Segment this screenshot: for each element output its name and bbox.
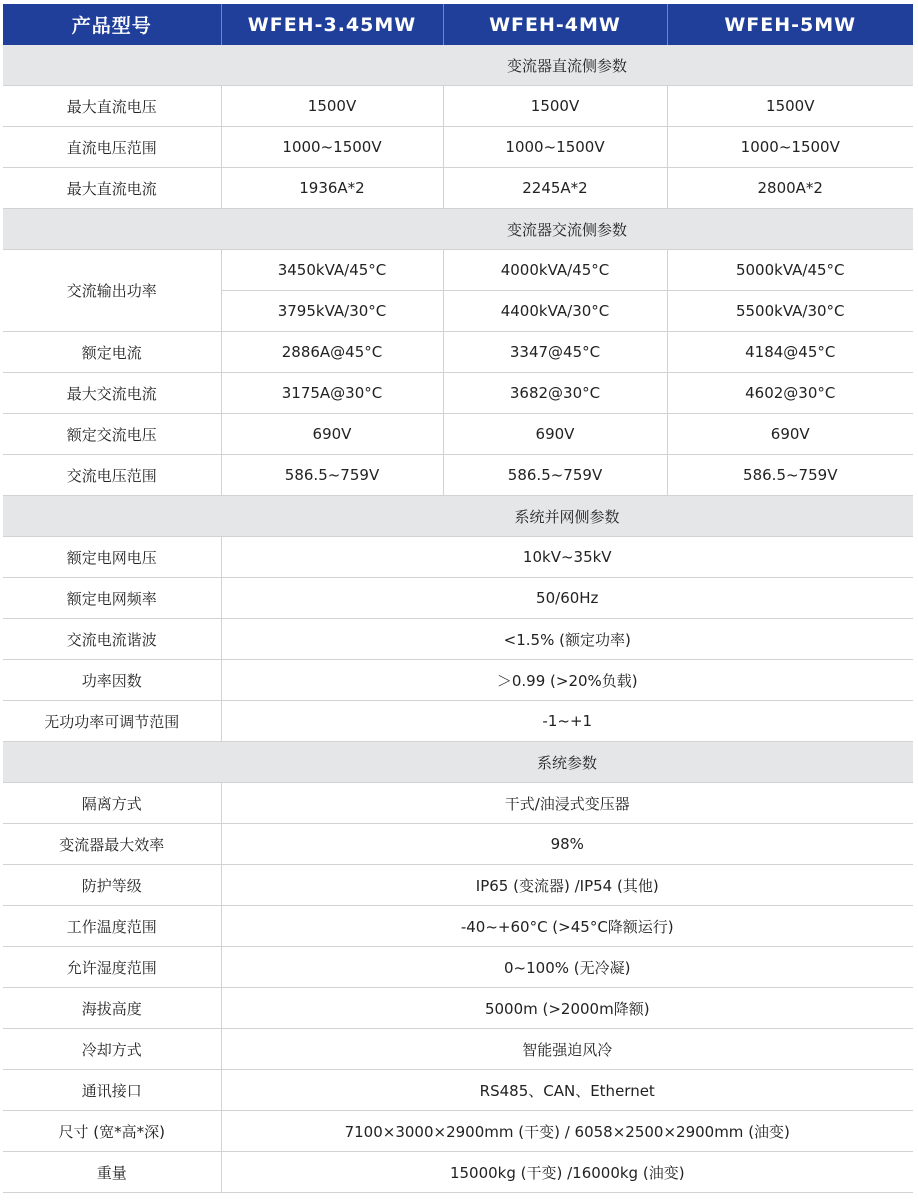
table-row: [3, 537, 913, 578]
header-row: [3, 4, 913, 45]
cell-value: 4184@45°C: [667, 332, 913, 373]
cell-value: 7100×3000×2900mm (干变) / 6058×2500×2900mm (油变): [221, 1111, 913, 1152]
row-label: 功率因数: [3, 660, 221, 701]
cell-value: IP65 (变流器) /IP54 (其他): [221, 865, 913, 906]
model-header: WFEH-4MW: [443, 4, 667, 45]
table-row: [3, 455, 913, 496]
row-label: 额定电网电压: [3, 537, 221, 578]
table-row: [3, 906, 913, 947]
section-header: [3, 209, 913, 250]
cell-value: 10kV~35kV: [221, 537, 913, 578]
cell-value: 1000~1500V: [667, 127, 913, 168]
row-label: 通讯接口: [3, 1070, 221, 1111]
row-label: 变流器最大效率: [3, 824, 221, 865]
model-header: WFEH-3.45MW: [221, 4, 443, 45]
row-label: 额定电流: [3, 332, 221, 373]
cell-value: 0~100% (无冷凝): [221, 947, 913, 988]
cell-value: 690V: [221, 414, 443, 455]
header-label: 产品型号: [3, 4, 221, 45]
spec-table: [3, 4, 913, 1193]
section-title: 系统并网侧参数: [221, 496, 913, 537]
table-row: [3, 783, 913, 824]
cell-value: 3175A@30°C: [221, 373, 443, 414]
cell-value: 50/60Hz: [221, 578, 913, 619]
cell-value: 5000m (>2000m降额): [221, 988, 913, 1029]
row-label: 最大直流电流: [3, 168, 221, 209]
row-label: 交流电流谐波: [3, 619, 221, 660]
cell-value: 1000~1500V: [443, 127, 667, 168]
table-row: [3, 86, 913, 127]
cell-value: 1500V: [443, 86, 667, 127]
cell-value: 586.5~759V: [221, 455, 443, 496]
section-header: [3, 742, 913, 783]
cell-value: 2800A*2: [667, 168, 913, 209]
table-row: [3, 127, 913, 168]
cell-value: 4602@30°C: [667, 373, 913, 414]
row-label: 隔离方式: [3, 783, 221, 824]
cell-value: 4000kVA/45°C: [443, 250, 667, 291]
row-label: 允许湿度范围: [3, 947, 221, 988]
cell-value: 690V: [667, 414, 913, 455]
cell-value: 690V: [443, 414, 667, 455]
row-label: 直流电压范围: [3, 127, 221, 168]
row-label: 海拔高度: [3, 988, 221, 1029]
cell-value: 4400kVA/30°C: [443, 291, 667, 332]
table-row: [3, 578, 913, 619]
section-header: [3, 45, 913, 86]
table-row: [3, 865, 913, 906]
table-row: [3, 619, 913, 660]
table-row: [3, 988, 913, 1029]
cell-value: ＞0.99 (>20%负载): [221, 660, 913, 701]
row-label: 工作温度范围: [3, 906, 221, 947]
row-label: 额定交流电压: [3, 414, 221, 455]
cell-value: 586.5~759V: [667, 455, 913, 496]
row-label: 尺寸 (宽*高*深): [3, 1111, 221, 1152]
cell-value: 5000kVA/45°C: [667, 250, 913, 291]
cell-value: <1.5% (额定功率): [221, 619, 913, 660]
table-row: [3, 1029, 913, 1070]
table-row: [3, 1111, 913, 1152]
cell-value: 3682@30°C: [443, 373, 667, 414]
table-row: [3, 250, 913, 291]
cell-value: 1936A*2: [221, 168, 443, 209]
section-header: [3, 496, 913, 537]
table-row: [3, 1070, 913, 1111]
section-title: 变流器直流侧参数: [221, 45, 913, 86]
cell-value: 干式/油浸式变压器: [221, 783, 913, 824]
row-label: 最大交流电流: [3, 373, 221, 414]
section-title: 系统参数: [221, 742, 913, 783]
row-label: 冷却方式: [3, 1029, 221, 1070]
section-title: 变流器交流侧参数: [221, 209, 913, 250]
row-label: 交流电压范围: [3, 455, 221, 496]
table-row: [3, 414, 913, 455]
row-label: 无功功率可调节范围: [3, 701, 221, 742]
table-row: [3, 1152, 913, 1193]
table-row: [3, 332, 913, 373]
cell-value: 2886A@45°C: [221, 332, 443, 373]
cell-value: 586.5~759V: [443, 455, 667, 496]
cell-value: 3347@45°C: [443, 332, 667, 373]
cell-value: 智能强迫风冷: [221, 1029, 913, 1070]
cell-value: 1500V: [667, 86, 913, 127]
cell-value: 2245A*2: [443, 168, 667, 209]
table-row: [3, 168, 913, 209]
cell-value: 3450kVA/45°C: [221, 250, 443, 291]
model-header: WFEH-5MW: [667, 4, 913, 45]
row-label: 重量: [3, 1152, 221, 1193]
cell-value: 3795kVA/30°C: [221, 291, 443, 332]
table-row: [3, 373, 913, 414]
table-row: [3, 947, 913, 988]
cell-value: -1~+1: [221, 701, 913, 742]
row-label: 防护等级: [3, 865, 221, 906]
row-label: 最大直流电压: [3, 86, 221, 127]
table-row: [3, 660, 913, 701]
row-label: 额定电网频率: [3, 578, 221, 619]
cell-value: 5500kVA/30°C: [667, 291, 913, 332]
cell-value: 1500V: [221, 86, 443, 127]
cell-value: 98%: [221, 824, 913, 865]
table-row: [3, 824, 913, 865]
cell-value: -40~+60°C (>45°C降额运行): [221, 906, 913, 947]
cell-value: 15000kg (干变) /16000kg (油变): [221, 1152, 913, 1193]
table-row: [3, 701, 913, 742]
cell-value: 1000~1500V: [221, 127, 443, 168]
cell-value: RS485、CAN、Ethernet: [221, 1070, 913, 1111]
row-label: 交流输出功率: [3, 250, 221, 332]
